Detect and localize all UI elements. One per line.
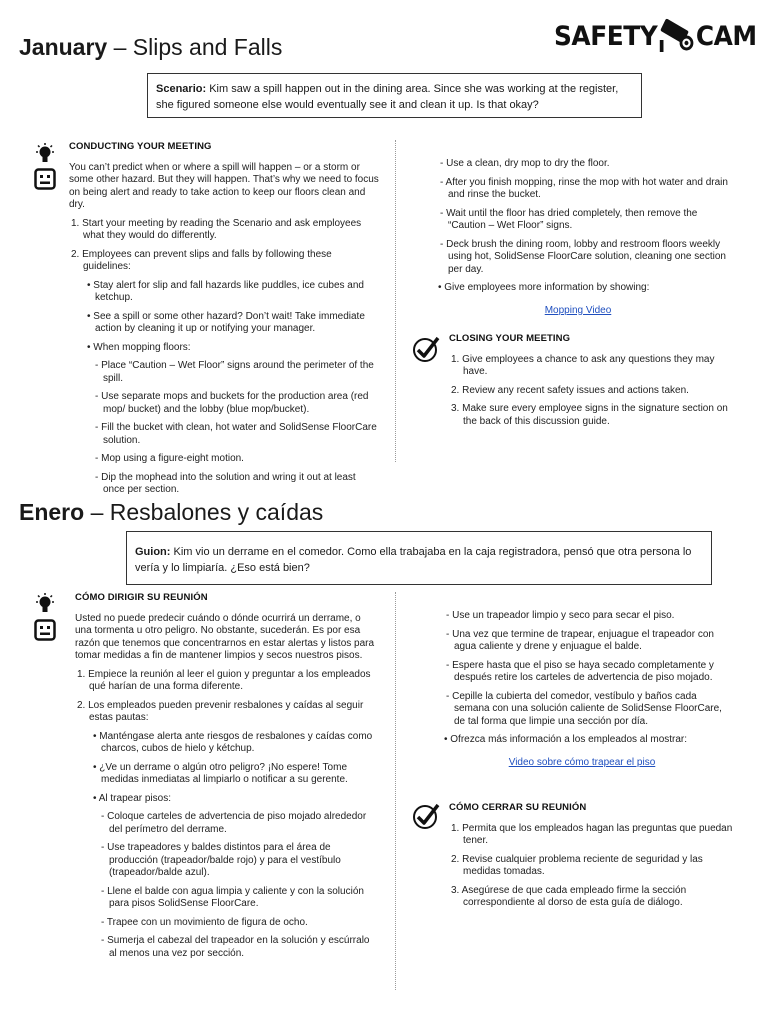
english-closing-block <box>449 333 734 434</box>
list-item: 1. Empiece la reunión al leer el guion y preguntar a los empleados qué harían de una forma diferente. <box>77 668 371 692</box>
column-divider <box>395 140 396 462</box>
conducting-heading: CONDUCTING YOUR MEETING <box>69 141 212 152</box>
list-item: • Give employees more information by showing: <box>438 282 650 293</box>
title-month: Enero <box>19 499 85 525</box>
conducting-heading: CÓMO DIRIGIR SU REUNIÓN <box>75 592 208 603</box>
list-item: • See a spill or some other hazard? Don’t wait! Take immediate action by cleaning it up or notifying your manager. <box>87 310 365 334</box>
list-item: - Dip the mophead into the solution and wring it out at least once per section. <box>95 471 356 495</box>
checkmark-circle-icon <box>412 802 440 830</box>
title-topic: – Resbalones y caídas <box>84 499 324 525</box>
intro-paragraph: You can’t predict when or where a spill will happen – or a storm or some other hazard. But they will happen. That’s why we need to focus on being alert and ready to take action to keep our floors clean and dry. <box>69 161 379 210</box>
closing-heading: CLOSING YOUR MEETING <box>449 333 571 344</box>
safety-cam-logo <box>554 18 757 54</box>
list-item: - Use separate mops and buckets for the production area (red mop/ bucket) and the lobby (blue mop/bucket). <box>95 391 369 415</box>
list-item: 2. Employees can prevent slips and falls by following these guidelines: <box>71 248 332 272</box>
scenario-label: Scenario: <box>156 83 207 95</box>
list-item: - Coloque carteles de advertencia de piso mojado alrededor del perímetro del derrame. <box>101 811 367 835</box>
english-left-column <box>69 141 379 503</box>
lightbulb-icon <box>34 593 56 617</box>
title-month: January <box>19 34 108 60</box>
list-item: - After you finish mopping, rinse the mop with hot water and drain and rinse the bucket. <box>440 176 728 200</box>
list-item: - Use trapeadores y baldes distintos para el área de producción (trapeador/balde rojo) y para el vestíbulo (trapeador/balde azul). <box>101 842 341 878</box>
english-right-column <box>428 158 728 317</box>
lightbulb-icon <box>34 143 56 167</box>
scenario-text: Kim vio un derrame en el comedor. Como ella trabajaba en la caja registradora, pensó que otra persona lo vería y lo limpiaría. ¿Eso está bien? <box>135 546 692 574</box>
robot-face-icon <box>34 168 56 190</box>
scenario-box <box>147 73 642 118</box>
list-item: - Cepille la cubierta del comedor, vestíbulo y baños cada semana con una solución caliente de SolidSense FloorCare, de tal forma que limpie una sección por día. <box>446 690 722 727</box>
security-camera-icon <box>658 18 695 54</box>
list-item: - Trapee con un movimiento de figura de ocho. <box>101 916 308 928</box>
spanish-left-column <box>75 592 378 966</box>
list-item: - Place “Caution – Wet Floor” signs around the perimeter of the spill. <box>95 360 374 384</box>
list-item: - Wait until the floor has dried completely, then remove the “Caution – Wet Floor” signs. <box>440 207 698 231</box>
list-item: - Fill the bucket with clean, hot water and SolidSense FloorCare solution. <box>95 422 377 446</box>
list-item: 1. Permita que los empleados hagan las preguntas que puedan tener. <box>451 822 733 846</box>
list-item: • When mopping floors: <box>87 341 191 353</box>
spanish-right-column <box>434 610 730 769</box>
list-item: • Manténgase alerta ante riesgos de resbalones y caídas como charcos, cubos de hielo y kétchup. <box>93 730 373 754</box>
list-item: 1. Give employees a chance to ask any questions they may have. <box>451 353 715 377</box>
intro-paragraph: Usted no puede predecir cuándo o dónde ocurrirá un derrame, o una tormenta u otro peligro. No obstante, sucederán. Es por esa razón que tenemos que concentrarnos en estar alertas y listos para tomar medidas a fin de mantener limpios y secos nuestros pisos. <box>75 612 375 661</box>
english-section-title <box>19 34 282 61</box>
scenario-box <box>126 531 712 585</box>
list-item: - Espere hasta que el piso se haya secado completamente y después retire los carteles de advertencia de piso mojado. <box>446 659 714 683</box>
list-item: - Mop using a figure-eight motion. <box>95 453 244 464</box>
mopping-video-link[interactable]: Video sobre cómo trapear el piso <box>508 756 656 768</box>
checkmark-circle-icon <box>412 335 440 363</box>
list-item: - Sumerja el cabezal del trapeador en la solución y escúrralo al menos una vez por sección. <box>101 935 370 959</box>
scenario-label: Guion: <box>135 546 171 558</box>
logo-text-right: CAM <box>695 20 757 52</box>
list-item: 3. Make sure every employee signs in the signature section on the back of this discussion guide. <box>451 403 728 427</box>
list-item: - Deck brush the dining room, lobby and restroom floors weekly using hot, SolidSense FloorCare solution, cleaning one section per day. <box>440 238 726 275</box>
list-item: 2. Review any recent safety issues and actions taken. <box>451 384 689 396</box>
list-item: 1. Start your meeting by reading the Scenario and ask employees what they would do differently. <box>71 217 362 241</box>
list-item: 2. Los empleados pueden prevenir resbalones y caídas al seguir estas pautas: <box>77 699 364 723</box>
spanish-section-title <box>19 499 323 526</box>
mopping-video-link[interactable]: Mopping Video <box>544 304 612 316</box>
spanish-closing-block <box>449 802 734 916</box>
closing-heading: CÓMO CERRAR SU REUNIÓN <box>449 802 587 813</box>
list-item: • Al trapear pisos: <box>93 792 171 804</box>
scenario-text: Kim saw a spill happen out in the dining area. Since she was working at the register, she figured someone else would eventually see it and clean it up. Is that okay? <box>156 83 619 111</box>
robot-face-icon <box>34 619 56 641</box>
list-item: - Llene el balde con agua limpia y caliente y con la solución para pisos SolidSense FloorCare. <box>101 885 364 909</box>
list-item: • Stay alert for slip and fall hazards like puddles, ice cubes and ketchup. <box>87 279 364 303</box>
list-item: 2. Revise cualquier problema reciente de seguridad y las medidas tomadas. <box>451 853 703 877</box>
column-divider <box>395 592 396 990</box>
title-topic: – Slips and Falls <box>107 34 283 60</box>
list-item: - Use un trapeador limpio y seco para secar el piso. <box>446 610 675 621</box>
list-item: - Una vez que termine de trapear, enjuague el trapeador con agua caliente y drene y enjuague el balde. <box>446 628 714 652</box>
list-item: 3. Asegúrese de que cada empleado firme la sección correspondiente al dorso de esta guía de diálogo. <box>451 884 687 908</box>
list-item: • ¿Ve un derrame o algún otro peligro? ¡No espere! Tome medidas inmediatas al limpiarlo o notificar a su gerente. <box>93 761 348 785</box>
logo-text-left: SAFETY <box>554 20 658 52</box>
list-item: - Use a clean, dry mop to dry the floor. <box>440 158 610 169</box>
list-item: • Ofrezca más información a los empleados al mostrar: <box>444 734 688 745</box>
